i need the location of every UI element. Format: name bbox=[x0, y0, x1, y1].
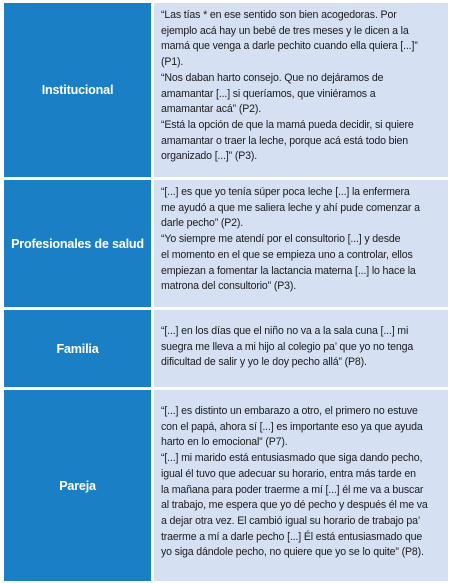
category-label: Profesionales de salud bbox=[11, 236, 144, 251]
category-cell bbox=[4, 310, 151, 387]
quote-line: empiezan a fomentar la lactancia materna [...] lo hace la bbox=[161, 264, 416, 277]
quote-line: “[...] mi marido está entusiasmado que siga dando pecho, bbox=[161, 452, 423, 465]
quote-cell bbox=[154, 310, 448, 387]
quote bbox=[161, 118, 440, 165]
quote-line: el momento en el que se empieza uno a controlar, ellos bbox=[161, 248, 413, 261]
category-label: Institucional bbox=[41, 83, 114, 97]
quote-line: “Está la opción de que la mamá pueda decidir, si quiere bbox=[161, 118, 414, 131]
quote-line: (P1). bbox=[161, 56, 184, 69]
quote-line: matrona del consultorio” (P3). bbox=[161, 280, 297, 293]
quote-line: me ayudó a que me saliera leche y ahí pude comenzar a bbox=[161, 201, 420, 214]
quote-line: mamá que venga a darle pechito cuando ella quiera [...]” bbox=[161, 40, 418, 53]
quote bbox=[161, 232, 440, 295]
category-cell bbox=[4, 3, 151, 177]
category-label: Pareja bbox=[59, 478, 96, 493]
quote bbox=[161, 71, 440, 118]
quote-line: organizado [...]” (P3). bbox=[161, 150, 258, 163]
quote bbox=[161, 324, 440, 371]
table-row-institucional bbox=[4, 3, 448, 177]
quote-line: “Yo siempre me atendí por el consultorio [...] y desde bbox=[161, 233, 401, 246]
quotes-table bbox=[4, 3, 448, 581]
quote-line: igual él tuvo que adecuar su horario, entra más tarde en bbox=[161, 467, 416, 480]
quote-line: “[...] en los días que el niño no va a la sala cuna [...] mi bbox=[161, 325, 409, 337]
quote-line: “Nos daban harto consejo. Que no dejáramos de bbox=[161, 71, 384, 84]
table-row-pareja bbox=[4, 390, 448, 581]
quote bbox=[161, 404, 440, 451]
quote-line: “[...] es distinto un embarazo a otro, el primero no estuve bbox=[161, 405, 418, 417]
category-label: Familia bbox=[56, 341, 99, 356]
quote-line: dificultad de salir y yo le doy pecho allá” (P8). bbox=[161, 356, 367, 369]
quote-cell bbox=[154, 390, 448, 581]
quote-line: amamantar acá” (P2). bbox=[161, 103, 262, 116]
category-cell bbox=[4, 180, 151, 307]
table-row-familia bbox=[4, 310, 448, 387]
quote-cell bbox=[154, 180, 448, 307]
quote-line: amamantar [...] si queríamos, que viniéramos a bbox=[161, 87, 376, 100]
quote-line: “Las tías * en ese sentido son bien acogedoras. Por bbox=[161, 9, 397, 21]
quote-line: ejemplo acá hay un bebé de tres meses y le dicen a la bbox=[161, 24, 409, 37]
quote bbox=[161, 185, 440, 232]
quote-line: amamantar o traer la leche, porque acá está todo bien bbox=[161, 134, 409, 147]
quote-line: la mañana para poder traerme a mí [...] él me va a buscar bbox=[161, 483, 424, 496]
quote-line: yo siga dándole pecho, no quiere que yo se lo quite” (P8). bbox=[161, 546, 424, 559]
quote-line: con el papá, ahora sí [...] es importante eso ya que ayuda bbox=[161, 420, 423, 433]
quote-line: harto en lo emocional” (P7). bbox=[161, 436, 288, 449]
quote bbox=[161, 451, 440, 561]
quote-cell bbox=[154, 3, 448, 177]
quote-line: suegra me lleva a mi hijo al colegio pa’ que yo no tenga bbox=[161, 340, 414, 353]
quote-line: a dejar otra vez. El cambió igual su horario de trabajo pa’ bbox=[161, 514, 421, 527]
category-cell bbox=[4, 390, 151, 581]
quote-line: “[...] es que yo tenía súper poca leche [...] la enfermera bbox=[161, 186, 410, 198]
quote-line: traerme a mí a darle pecho [...] Él está entusiasmado que bbox=[161, 530, 423, 543]
quote-line: darle pecho” (P2). bbox=[161, 217, 244, 230]
quote-line: al trabajo, me espera que yo dé pecho y después él me va bbox=[161, 499, 428, 512]
quote bbox=[161, 8, 440, 71]
table-row-profesionales bbox=[4, 180, 448, 307]
